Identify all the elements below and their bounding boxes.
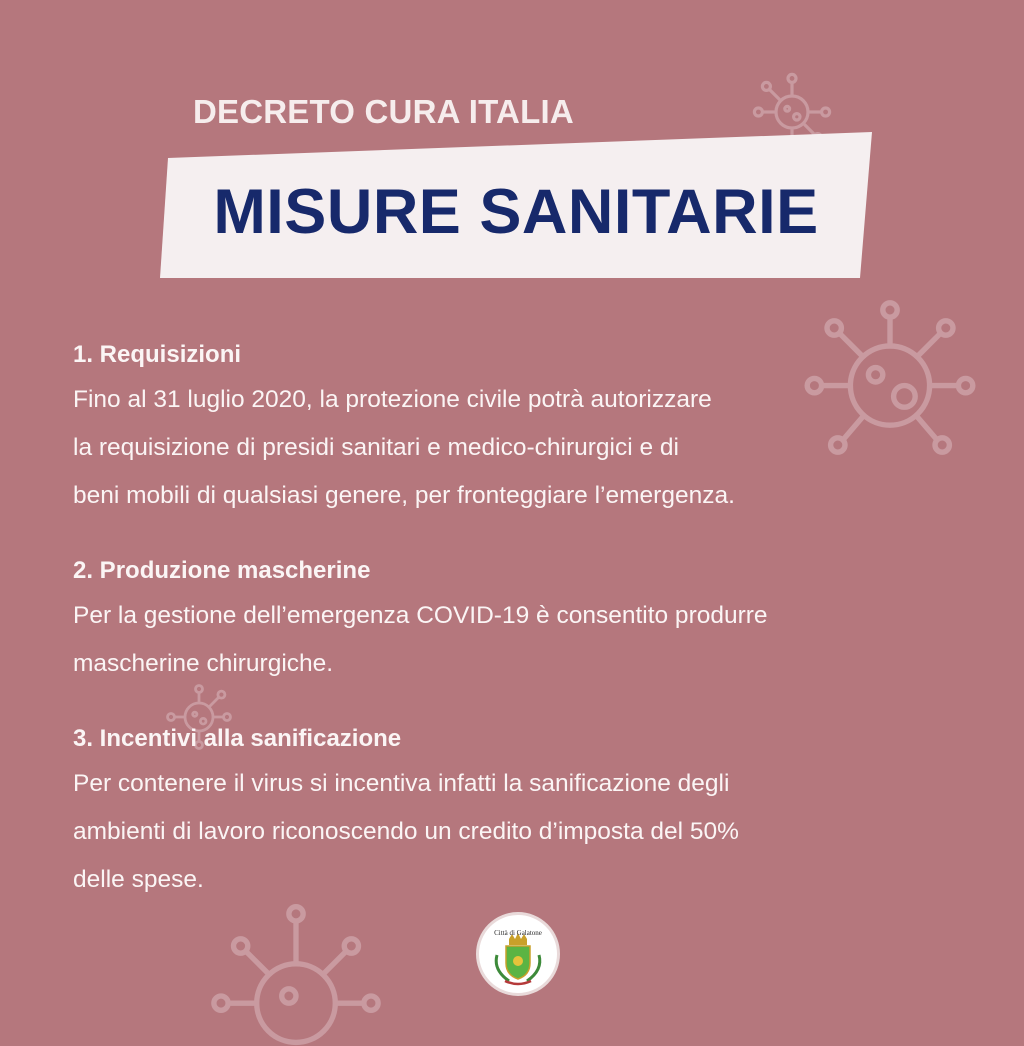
logo-text: Città di Galatone — [494, 929, 542, 937]
list-item — [73, 336, 983, 520]
header-kicker: DECRETO CURA ITALIA — [193, 93, 574, 130]
item-body: Fino al 31 luglio 2020, la protezione civile potrà autorizzare la requisizione di presidi sanitari e medico-chirurgici e di beni mobili di qualsiasi genere, per fronteggiare l’emergenza. — [73, 386, 735, 509]
city-logo — [476, 912, 560, 996]
coat-of-arms-icon — [479, 915, 557, 993]
measures-list — [73, 336, 983, 936]
page-title: MISURE SANITARIE — [213, 177, 819, 247]
item-body: Per la gestione dell’emergenza COVID-19 è consentito produrre mascherine chirurgiche. — [73, 602, 768, 677]
item-body: Per contenere il virus si incentiva infatti la sanificazione degli ambienti di lavoro riconoscendo un credito d’imposta del 50% delle spese. — [73, 770, 739, 893]
title-banner — [160, 132, 872, 278]
item-title: 1. Requisizioni — [73, 341, 242, 368]
list-item — [73, 720, 983, 904]
item-title: 3. Incentivi alla sanificazione — [73, 725, 402, 752]
list-item — [73, 552, 983, 688]
item-title: 2. Produzione mascherine — [73, 557, 371, 584]
